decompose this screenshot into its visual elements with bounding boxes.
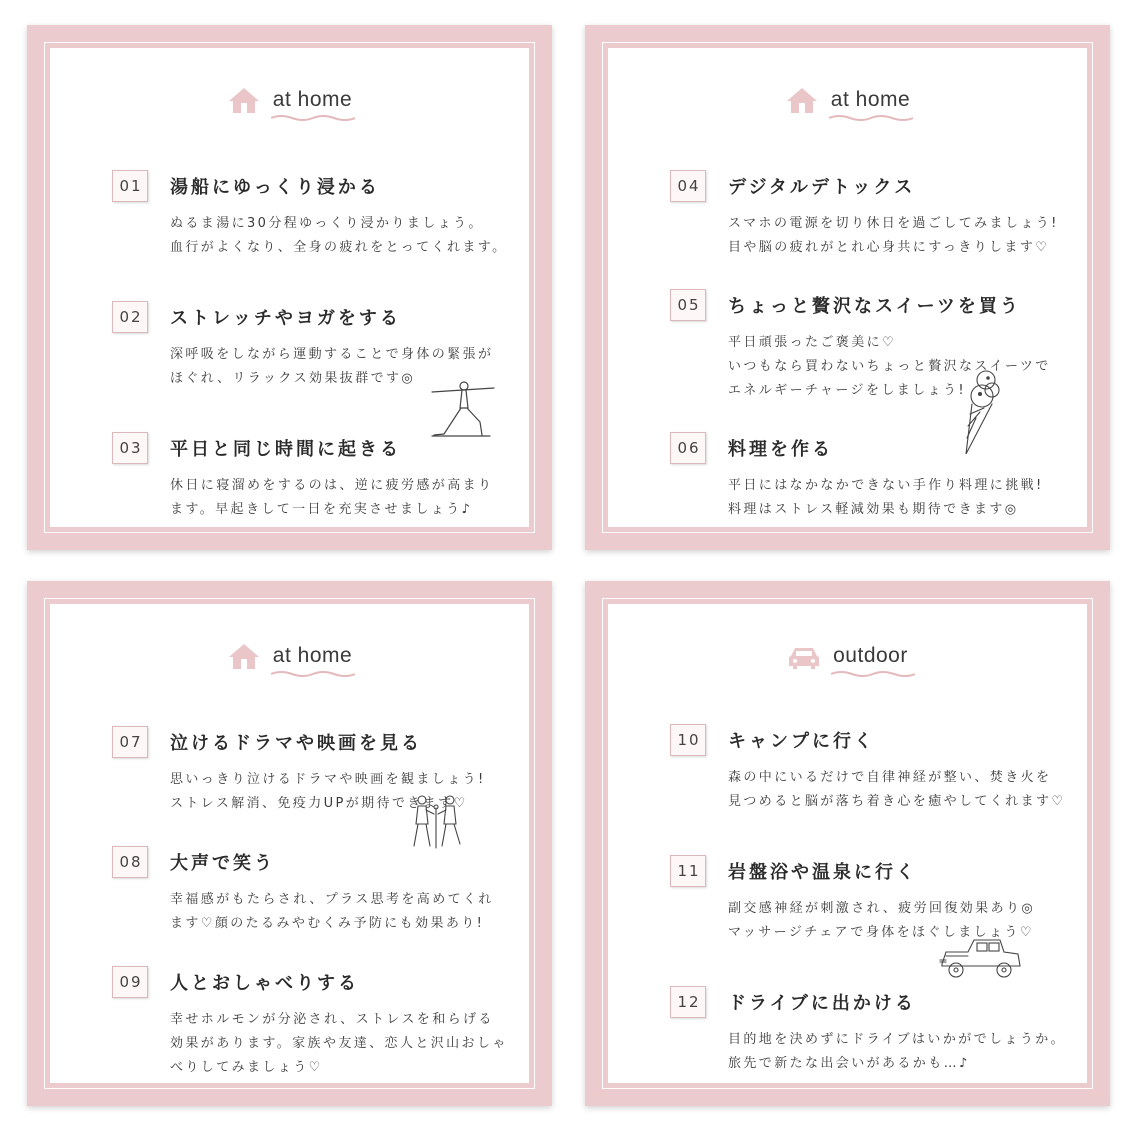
- car-icon: [787, 642, 821, 670]
- item-description: 休日に寝溜めをするのは、逆に疲労感が高まり ます。早起きして一日を充実させましょう♪: [170, 478, 494, 517]
- item-title: 湯船にゆっくり浸かる: [170, 177, 380, 198]
- house-icon: [227, 86, 261, 114]
- item-number: 12: [670, 986, 706, 1018]
- item-number: 11: [670, 855, 706, 887]
- category-label: at home: [830, 88, 911, 111]
- card-outdoor: [585, 581, 1110, 1106]
- item-number: 10: [670, 724, 706, 756]
- card-header: [50, 636, 529, 676]
- item-title: キャンプに行く: [728, 731, 875, 752]
- wave-underline: [831, 670, 915, 678]
- item-title: 人とおしゃべりする: [170, 973, 359, 994]
- card-header: [608, 80, 1087, 120]
- item-number: 03: [112, 432, 148, 464]
- item-title: 泣けるドラマや映画を見る: [170, 733, 422, 754]
- vintage-car-illustration: [938, 934, 1024, 982]
- wave-underline: [271, 670, 355, 678]
- item-description: 幸せホルモンが分泌され、ストレスを和らげる 効果があります。家族や友達、恋人と沢山おしゃ べりしてみましょう♡: [170, 1012, 508, 1075]
- item-number: 02: [112, 301, 148, 333]
- category-label: outdoor: [833, 644, 908, 667]
- card-content: [608, 604, 1087, 1083]
- card-at-home-1: [27, 25, 552, 550]
- item-description: 深呼吸をしながら運動することで身体の緊張が ほぐれ、リラックス効果抜群です◎: [170, 347, 494, 386]
- item-title: 岩盤浴や温泉に行く: [728, 862, 917, 883]
- item-description: 平日頑張ったご褒美に♡ いつもなら買わないちょっと贅沢なスイーツで エネルギーチャージをしましょう!: [728, 335, 1051, 398]
- card-at-home-2: [585, 25, 1110, 550]
- item-number: 01: [112, 170, 148, 202]
- item-description: 副交感神経が刺激され、疲労回復効果あり◎ マッサージチェアで身体をほぐしましょう♡: [728, 901, 1036, 940]
- item-description: ぬるま湯に30分程ゆっくり浸かりましょう。 血行がよくなり、全身の疲れをとってくれます。: [170, 216, 508, 255]
- wave-underline: [829, 114, 913, 122]
- item-number: 04: [670, 170, 706, 202]
- card-content: [50, 48, 529, 527]
- card-content: [50, 604, 529, 1083]
- item-description: スマホの電源を切り休日を過ごしてみましょう! 目や脳の疲れがとれ心身共にすっきりします♡: [728, 216, 1059, 255]
- item-description: 平日にはなかなかできない手作り料理に挑戦! 料理はストレス軽減効果も期待できます◎: [728, 478, 1044, 517]
- item-description: 森の中にいるだけで自律神経が整い、焚き火を 見つめると脳が落ち着き心を癒やしてくれます♡: [728, 770, 1066, 809]
- yoga-pose-illustration: [430, 378, 496, 438]
- item-description: 幸福感がもたらされ、プラス思考を高めてくれ ます♡顔のたるみやむくみ予防にも効果あり!: [170, 892, 494, 931]
- item-title: ストレッチやヨガをする: [170, 308, 401, 329]
- card-header: [608, 636, 1087, 676]
- card-at-home-3: [27, 581, 552, 1106]
- card-content: [608, 48, 1087, 527]
- item-title: デジタルデトックス: [728, 177, 916, 198]
- category-label: at home: [272, 88, 353, 111]
- item-number: 05: [670, 289, 706, 321]
- item-title: ドライブに出かける: [728, 993, 916, 1014]
- card-header: [50, 80, 529, 120]
- singing-duo-illustration: [408, 794, 464, 850]
- item-title: 大声で笑う: [170, 853, 275, 874]
- house-icon: [785, 86, 819, 114]
- ice-cream-cone-illustration: [962, 366, 1008, 458]
- item-description: 目的地を決めずにドライブはいかがでしょうか。 旅先で新たな出会いがあるかも…♪: [728, 1032, 1067, 1071]
- category-label: at home: [272, 644, 353, 667]
- item-number: 09: [112, 966, 148, 998]
- item-number: 06: [670, 432, 706, 464]
- item-number: 07: [112, 726, 148, 758]
- item-number: 08: [112, 846, 148, 878]
- item-title: 料理を作る: [728, 439, 833, 460]
- house-icon: [227, 642, 261, 670]
- item-title: ちょっと贅沢なスイーツを買う: [728, 296, 1021, 317]
- wave-underline: [271, 114, 355, 122]
- item-title: 平日と同じ時間に起きる: [170, 439, 401, 460]
- item-description: 思いっきり泣けるドラマや映画を観ましょう! ストレス解消、免疫力UPが期待できます♡: [170, 772, 486, 811]
